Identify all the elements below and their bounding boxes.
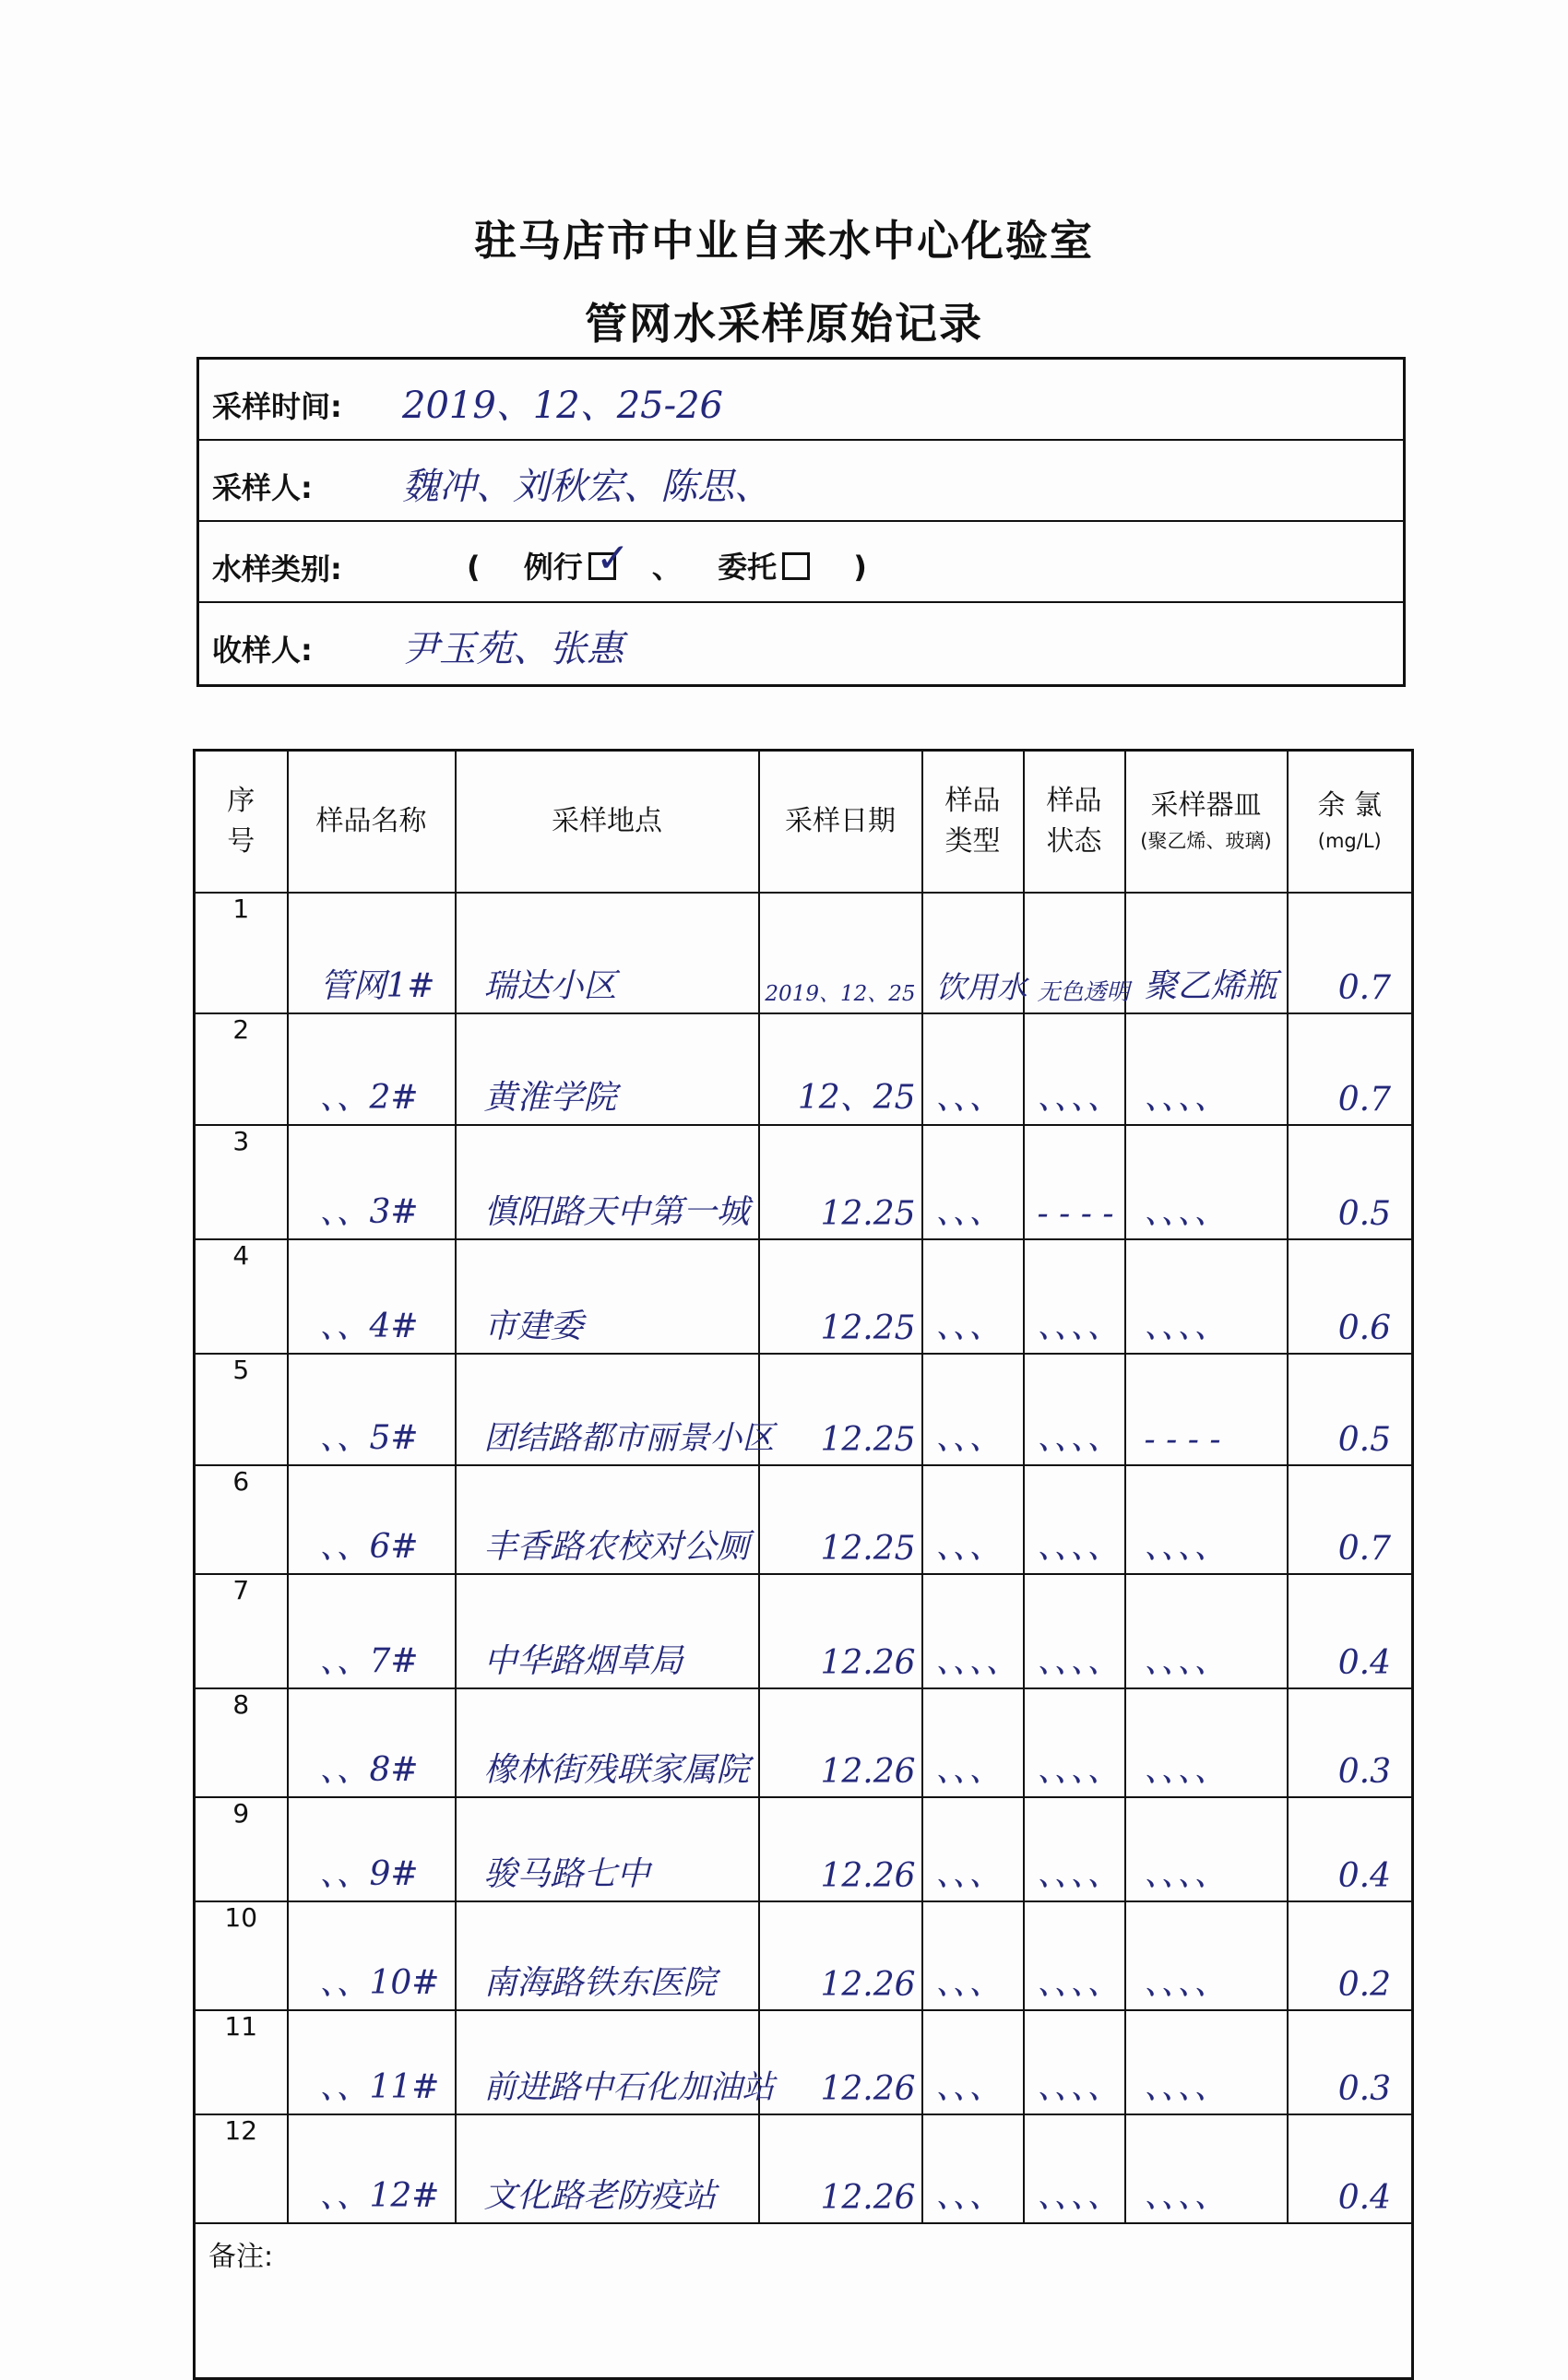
sample-location: 丰香路农校对公厕 bbox=[483, 1527, 750, 1566]
residual-chlorine: 0.7 bbox=[1337, 1081, 1391, 1119]
sample-container-cell bbox=[1125, 893, 1288, 1014]
row-number-cell: 12 bbox=[195, 2114, 288, 2223]
sample-date: 12.25 bbox=[820, 1529, 916, 1568]
residual-chlorine: 0.4 bbox=[1337, 1856, 1391, 1895]
sample-container-cell bbox=[1125, 1688, 1288, 1797]
sample-name: 、、8# bbox=[319, 1750, 419, 1789]
row-number-cell: 2 bbox=[195, 1013, 288, 1125]
sampler-value: 魏冲、刘秋宏、陈思、 bbox=[402, 466, 771, 508]
sample-container: 、、、、 bbox=[1144, 1854, 1228, 1893]
sample-date-cell bbox=[759, 1239, 922, 1354]
sample-type: 、、、 bbox=[935, 2068, 1003, 2107]
sample-state-cell bbox=[1024, 1013, 1125, 1125]
sample-type-cell bbox=[922, 1354, 1024, 1465]
sample-date-cell bbox=[759, 1688, 922, 1797]
note-cell bbox=[195, 2223, 1413, 2378]
sample-name: 管网1# bbox=[319, 967, 435, 1006]
sample-container-cell bbox=[1125, 1465, 1288, 1574]
sample-date: 12.26 bbox=[820, 1752, 916, 1791]
sampler-label: 采样人: bbox=[212, 470, 313, 505]
header-chlorine bbox=[1288, 751, 1413, 893]
sample-location: 市建委 bbox=[483, 1307, 584, 1345]
sample-type: 、、、、 bbox=[935, 1641, 1019, 1680]
sample-name-cell bbox=[288, 1125, 456, 1239]
sample-location-cell bbox=[456, 893, 759, 1014]
sample-type-cell bbox=[922, 893, 1028, 1014]
sample-name-cell bbox=[288, 893, 456, 1014]
sample-name: 、、5# bbox=[319, 1418, 419, 1457]
sample-type: 、、、 bbox=[935, 1418, 1003, 1457]
record-title: 管网水采样原始记录 bbox=[585, 299, 983, 349]
residual-chlorine-cell bbox=[1288, 1901, 1413, 2010]
sample-location: 文化路老防疫站 bbox=[483, 2177, 717, 2216]
sample-type-cell bbox=[922, 1574, 1024, 1688]
sample-name-cell bbox=[288, 1797, 456, 1901]
sample-state: 、、、、 bbox=[1037, 1307, 1121, 1345]
note-label: 备注: bbox=[208, 2241, 274, 2274]
sample-container: 、、、、 bbox=[1144, 1307, 1228, 1345]
routine-check-mark: ✓ bbox=[596, 535, 630, 582]
sample-type: 、、、 bbox=[935, 1854, 1003, 1893]
table-row bbox=[195, 2114, 1413, 2223]
table-row bbox=[195, 2010, 1413, 2114]
table-row bbox=[195, 1574, 1413, 1688]
residual-chlorine-cell bbox=[1288, 2010, 1413, 2114]
row-number-cell: 8 bbox=[195, 1688, 288, 1797]
sample-type-cell bbox=[922, 1465, 1024, 1574]
sample-container: - - - - bbox=[1144, 1420, 1221, 1459]
header-name: 样品名称 bbox=[288, 751, 456, 893]
sample-date: 12、25 bbox=[797, 1079, 916, 1118]
residual-chlorine-cell bbox=[1288, 1574, 1413, 1688]
sample-container: 、、、、 bbox=[1144, 1192, 1228, 1231]
row-number-cell: 1 bbox=[195, 893, 288, 1014]
residual-chlorine: 0.5 bbox=[1337, 1194, 1391, 1233]
sample-type-cell bbox=[922, 1239, 1024, 1354]
sample-container: 、、、、 bbox=[1144, 1527, 1228, 1566]
routine-label: 例行 bbox=[523, 550, 583, 585]
sampling-time-value: 2019、12、25-26 bbox=[402, 385, 724, 427]
sample-name: 、、4# bbox=[319, 1307, 419, 1345]
sample-type-cell bbox=[922, 1688, 1024, 1797]
sample-location-cell bbox=[456, 1465, 759, 1574]
sample-type: 、、、 bbox=[935, 1192, 1003, 1231]
sample-name: 、、3# bbox=[319, 1192, 419, 1231]
table-row bbox=[195, 1901, 1413, 2010]
sample-date: 12.26 bbox=[820, 2179, 916, 2218]
sample-container-cell bbox=[1125, 1797, 1288, 1901]
sample-state: 、、、、 bbox=[1037, 1418, 1121, 1457]
table-row bbox=[195, 1013, 1413, 1125]
sample-name: 、、12# bbox=[319, 2177, 440, 2216]
residual-chlorine: 0.5 bbox=[1337, 1420, 1391, 1459]
sample-name-cell bbox=[288, 1465, 456, 1574]
residual-chlorine: 0.7 bbox=[1337, 1529, 1391, 1568]
sample-type-cell bbox=[922, 1901, 1024, 2010]
sample-name-cell bbox=[288, 1688, 456, 1797]
sample-date: 12.25 bbox=[820, 1194, 916, 1233]
receiver-row bbox=[199, 603, 1403, 684]
sample-date-cell bbox=[759, 2114, 922, 2223]
sample-state: 无色透明 bbox=[1037, 978, 1130, 1006]
residual-chlorine: 0.4 bbox=[1337, 2179, 1391, 2218]
sample-date-cell bbox=[759, 1013, 922, 1125]
sample-location-cell bbox=[456, 1239, 759, 1354]
header-chlorine-label: 余 氯 bbox=[1317, 789, 1383, 823]
sample-state: 、、、、 bbox=[1037, 1527, 1121, 1566]
residual-chlorine: 0.3 bbox=[1337, 1752, 1391, 1791]
table-row bbox=[195, 893, 1413, 1014]
header-sample-type: 样品类型 bbox=[922, 751, 1024, 893]
sample-container-cell bbox=[1125, 1125, 1288, 1239]
residual-chlorine-cell bbox=[1288, 1239, 1413, 1354]
row-number-cell: 10 bbox=[195, 1901, 288, 2010]
sample-state-cell bbox=[1024, 1797, 1125, 1901]
sample-type-cell bbox=[922, 1797, 1024, 1901]
sample-location: 前进路中石化加油站 bbox=[483, 2069, 775, 2107]
sampler-row bbox=[199, 441, 1403, 522]
sample-container: 、、、、 bbox=[1144, 1964, 1228, 2003]
paren-open: ( bbox=[467, 550, 481, 585]
sample-date-cell bbox=[759, 2010, 922, 2114]
sample-date: 12.25 bbox=[820, 1420, 916, 1459]
sample-state-cell bbox=[1024, 1465, 1125, 1574]
sample-name-cell bbox=[288, 1574, 456, 1688]
header-date: 采样日期 bbox=[759, 751, 922, 893]
residual-chlorine: 0.7 bbox=[1337, 969, 1391, 1008]
residual-chlorine-cell bbox=[1288, 1354, 1413, 1465]
sampling-info-box bbox=[196, 357, 1406, 687]
header-container-label: 采样器皿 bbox=[1150, 789, 1262, 823]
sample-date: 2019、12、25 bbox=[765, 982, 916, 1007]
sample-name-cell bbox=[288, 1354, 456, 1465]
sample-location-cell bbox=[456, 1797, 759, 1901]
sample-type-cell bbox=[922, 1013, 1024, 1125]
residual-chlorine-cell bbox=[1288, 1688, 1413, 1797]
sample-location-cell bbox=[456, 1901, 759, 2010]
sample-container-cell bbox=[1125, 1354, 1288, 1465]
sample-date-cell bbox=[759, 1574, 922, 1688]
sample-location-cell bbox=[456, 1125, 759, 1239]
sample-container-cell bbox=[1125, 1239, 1288, 1354]
row-number-cell: 7 bbox=[195, 1574, 288, 1688]
sample-container: 、、、、 bbox=[1144, 2177, 1228, 2216]
header-state: 样品状态 bbox=[1024, 751, 1125, 893]
residual-chlorine-cell bbox=[1288, 1125, 1413, 1239]
sample-container: 、、、、 bbox=[1144, 1750, 1228, 1789]
sample-container: 、、、、 bbox=[1144, 1641, 1228, 1680]
sample-state: 、、、、 bbox=[1037, 1750, 1121, 1789]
sample-state: 、、、、 bbox=[1037, 1964, 1121, 2003]
sampling-time-label: 采样时间: bbox=[212, 389, 342, 424]
sample-state-cell bbox=[1024, 1688, 1125, 1797]
sample-location-cell bbox=[456, 1013, 759, 1125]
residual-chlorine: 0.3 bbox=[1337, 2070, 1391, 2109]
sample-container-cell bbox=[1125, 1574, 1288, 1688]
sample-name-cell bbox=[288, 1013, 456, 1125]
sample-container-cell bbox=[1125, 1013, 1288, 1125]
sample-state: 、、、、 bbox=[1037, 1641, 1121, 1680]
sample-name: 、、9# bbox=[319, 1854, 419, 1893]
sample-date: 12.26 bbox=[820, 1643, 916, 1682]
table-row bbox=[195, 1465, 1413, 1574]
table-row bbox=[195, 1688, 1413, 1797]
sample-name-cell bbox=[288, 1901, 456, 2010]
note-row bbox=[195, 2223, 1413, 2378]
sample-name-cell bbox=[288, 2010, 456, 2114]
sample-name: 、、10# bbox=[319, 1964, 440, 2003]
sample-table bbox=[193, 749, 1414, 2380]
sample-location: 中华路烟草局 bbox=[483, 1641, 683, 1680]
sample-date-cell bbox=[759, 1901, 922, 2010]
sample-type: 、、、 bbox=[935, 1527, 1003, 1566]
header-chlorine-unit: (mg/L) bbox=[1317, 829, 1382, 852]
sample-location: 骏马路七中 bbox=[483, 1854, 650, 1893]
sample-container: 聚乙烯瓶 bbox=[1144, 967, 1277, 1006]
sample-date: 12.25 bbox=[820, 1308, 916, 1347]
water-type-label: 水样类别: bbox=[212, 551, 342, 586]
sample-container-cell bbox=[1125, 2114, 1288, 2223]
sample-state: 、、、、 bbox=[1037, 2068, 1121, 2107]
header-location: 采样地点 bbox=[456, 751, 759, 893]
row-number-cell: 6 bbox=[195, 1465, 288, 1574]
sample-type-cell bbox=[922, 2114, 1024, 2223]
sample-container-cell bbox=[1125, 2010, 1288, 2114]
sample-location: 黄淮学院 bbox=[483, 1079, 617, 1118]
residual-chlorine: 0.2 bbox=[1337, 1966, 1391, 2005]
sample-location-cell bbox=[456, 1688, 759, 1797]
sample-date: 12.26 bbox=[820, 1966, 916, 2005]
sample-type: 、、、 bbox=[935, 1079, 1003, 1118]
sample-state: 、、、、 bbox=[1037, 2177, 1121, 2216]
table-header-row bbox=[195, 751, 1413, 893]
sampling-time-row bbox=[199, 360, 1403, 441]
sample-state-cell bbox=[1024, 1239, 1125, 1354]
sample-type-cell bbox=[922, 1125, 1024, 1239]
sample-location: 橡林街残联家属院 bbox=[483, 1750, 750, 1789]
sample-name: 、、11# bbox=[319, 2068, 440, 2107]
table-row bbox=[195, 1797, 1413, 1901]
residual-chlorine-cell bbox=[1288, 2114, 1413, 2223]
sample-location-cell bbox=[456, 1574, 759, 1688]
row-number-cell: 3 bbox=[195, 1125, 288, 1239]
sample-type-cell bbox=[922, 2010, 1024, 2114]
sample-container: 、、、、 bbox=[1144, 1079, 1228, 1118]
residual-chlorine-cell bbox=[1288, 1013, 1413, 1125]
sample-state-cell bbox=[1024, 2114, 1125, 2223]
option-separator: 、 bbox=[651, 550, 682, 585]
sample-type: 、、、 bbox=[935, 1750, 1003, 1789]
sample-location-cell bbox=[456, 2010, 775, 2114]
sample-name: 、、2# bbox=[319, 1079, 419, 1118]
sample-name-cell bbox=[288, 2114, 456, 2223]
water-type-row bbox=[199, 522, 1403, 603]
sample-date-cell bbox=[759, 1354, 922, 1465]
lab-title: 驻马店市中业自来水中心化验室 bbox=[474, 216, 1094, 266]
sample-name-cell bbox=[288, 1239, 456, 1354]
sample-state-cell bbox=[1024, 2010, 1125, 2114]
sample-date-cell bbox=[759, 1465, 922, 1574]
sample-location: 团结路都市丽景小区 bbox=[483, 1419, 775, 1457]
sample-type: 、、、 bbox=[935, 1307, 1003, 1345]
sample-date-cell bbox=[759, 1125, 922, 1239]
sample-state: - - - - bbox=[1037, 1194, 1114, 1233]
sample-state-cell bbox=[1024, 893, 1130, 1014]
sample-location: 慎阳路天中第一城 bbox=[483, 1192, 750, 1231]
sample-date: 12.26 bbox=[820, 2070, 916, 2109]
sample-date-cell bbox=[759, 1797, 922, 1901]
sample-container-cell bbox=[1125, 1901, 1288, 2010]
receiver-value: 尹玉苑、张惠 bbox=[402, 628, 624, 670]
sample-state-cell bbox=[1024, 1901, 1125, 2010]
receiver-label: 收样人: bbox=[212, 633, 313, 668]
sample-location-cell bbox=[456, 1354, 775, 1465]
commission-label: 委托 bbox=[718, 550, 778, 585]
table-row bbox=[195, 1354, 1413, 1465]
paren-close: ) bbox=[853, 550, 867, 585]
header-seq: 序号 bbox=[195, 751, 288, 893]
header-container-note: (聚乙烯、玻璃) bbox=[1140, 829, 1272, 852]
sample-state: 、、、、 bbox=[1037, 1079, 1121, 1118]
header-container bbox=[1125, 751, 1288, 893]
sample-name: 、、6# bbox=[319, 1527, 419, 1566]
water-type-options bbox=[467, 544, 867, 586]
row-number-cell: 11 bbox=[195, 2010, 288, 2114]
residual-chlorine-cell bbox=[1288, 1797, 1413, 1901]
row-number-cell: 9 bbox=[195, 1797, 288, 1901]
sample-location-cell bbox=[456, 2114, 759, 2223]
sample-date: 12.26 bbox=[820, 1856, 916, 1895]
sample-name: 、、7# bbox=[319, 1641, 419, 1680]
sample-type: 、、、 bbox=[935, 1964, 1003, 2003]
sample-state-cell bbox=[1024, 1574, 1125, 1688]
sample-state-cell bbox=[1024, 1125, 1125, 1239]
residual-chlorine-cell bbox=[1288, 893, 1413, 1014]
sample-state: 、、、、 bbox=[1037, 1854, 1121, 1893]
sample-date-cell bbox=[759, 893, 922, 1014]
sample-container: 、、、、 bbox=[1144, 2068, 1228, 2107]
row-number-cell: 4 bbox=[195, 1239, 288, 1354]
sample-state-cell bbox=[1024, 1354, 1125, 1465]
residual-chlorine: 0.6 bbox=[1337, 1308, 1391, 1347]
sample-type: 、、、 bbox=[935, 2177, 1003, 2216]
residual-chlorine: 0.4 bbox=[1337, 1643, 1391, 1682]
sample-type: 饮用水 bbox=[935, 969, 1028, 1006]
sample-location: 南海路铁东医院 bbox=[483, 1964, 717, 2003]
row-number-cell: 5 bbox=[195, 1354, 288, 1465]
residual-chlorine-cell bbox=[1288, 1465, 1413, 1574]
sample-location: 瑞达小区 bbox=[483, 967, 617, 1006]
table-row bbox=[195, 1125, 1413, 1239]
table-row bbox=[195, 1239, 1413, 1354]
commission-checkbox[interactable] bbox=[782, 552, 810, 580]
